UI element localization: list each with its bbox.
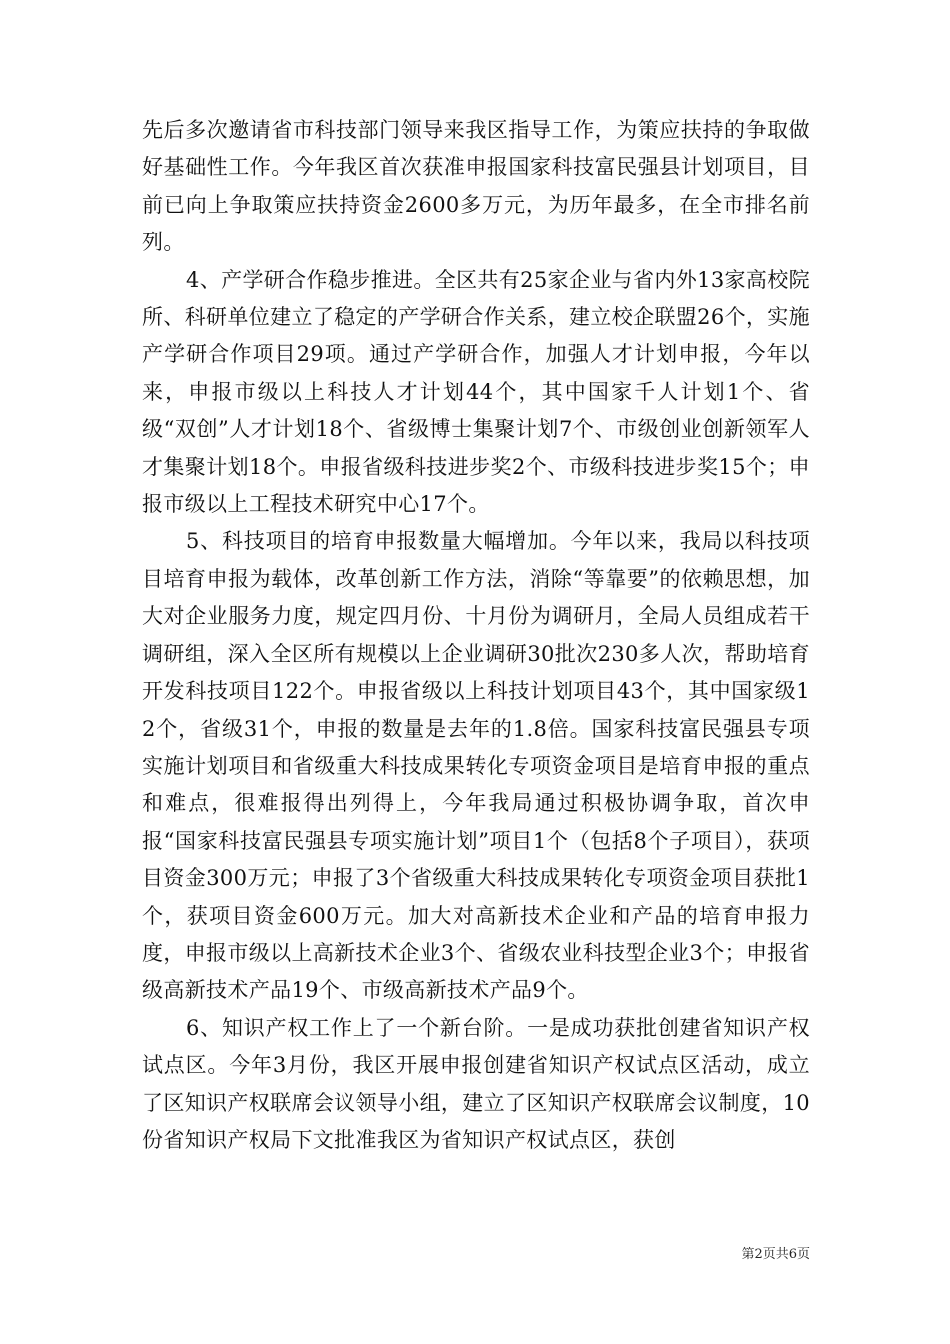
paragraph-continuation: 先后多次邀请省市科技部门领导来我区指导工作，为策应扶持的争取做好基础性工作。今年我区首次获准申报国家科技富民强县计划项目，目前已向上争取策应扶持资金2600多万元，为历年最多，在全市排名前列。 bbox=[142, 118, 810, 255]
paragraph-tech-projects: 5、科技项目的培育申报数量大幅增加。今年以来，我局以科技项目培育申报为载体，改革创新工作方法，消除“等靠要”的依赖思想，加大对企业服务力度，规定四月份、十月份为调研月，全局人员组成若干调研组，深入全区所有规模以上企业调研30批次230多人次，帮助培育开发科技项目122个。申报省级以上科技计划项目43个，其中国家级12个，省级31个，申报的数量是去年的1.8倍。国家科技富民强县专项实施计划项目和省级重大科技成果转化专项资金项目是培育申报的重点和难点，很难报得出列得上，今年我局通过积极协调争取，首次申报“国家科技富民强县专项实施计划”项目1个（包括8个子项目），获项目资金300万元；申报了3个省级重大科技成果转化专项资金项目获批1个，获项目资金600万元。加大对高新技术企业和产品的培育申报力度，申报市级以上高新技术企业3个、省级农业科技型企业3个；申报省级高新技术产品19个、市级高新技术产品9个。 bbox=[142, 529, 810, 1003]
paragraph-intellectual-property: 6、知识产权工作上了一个新台阶。一是成功获批创建省知识产权试点区。今年3月份，我区开展申报创建省知识产权试点区活动，成立了区知识产权联席会议领导小组，建立了区知识产权联席会议制度，10份省知识产权局下文批准我区为省知识产权试点区，获创 bbox=[142, 1015, 810, 1152]
paragraph-industry-academia-research: 4、产学研合作稳步推进。全区共有25家企业与省内外13家高校院所、科研单位建立了稳定的产学研合作关系，建立校企联盟26个，实施产学研合作项目29项。通过产学研合作，加强人才计划申报，今年以来，申报市级以上科技人才计划44个，其中国家千人计划1个、省级“双创”人才计划18个、省级博士集聚计划7个、市级创业创新领军人才集聚计划18个。申报省级科技进步奖2个、市级科技进步奖15个；申报市级以上工程技术研究中心17个。 bbox=[142, 267, 810, 517]
document-body bbox=[142, 112, 810, 1159]
page-number-footer: 第2页共6页 bbox=[741, 1247, 810, 1262]
